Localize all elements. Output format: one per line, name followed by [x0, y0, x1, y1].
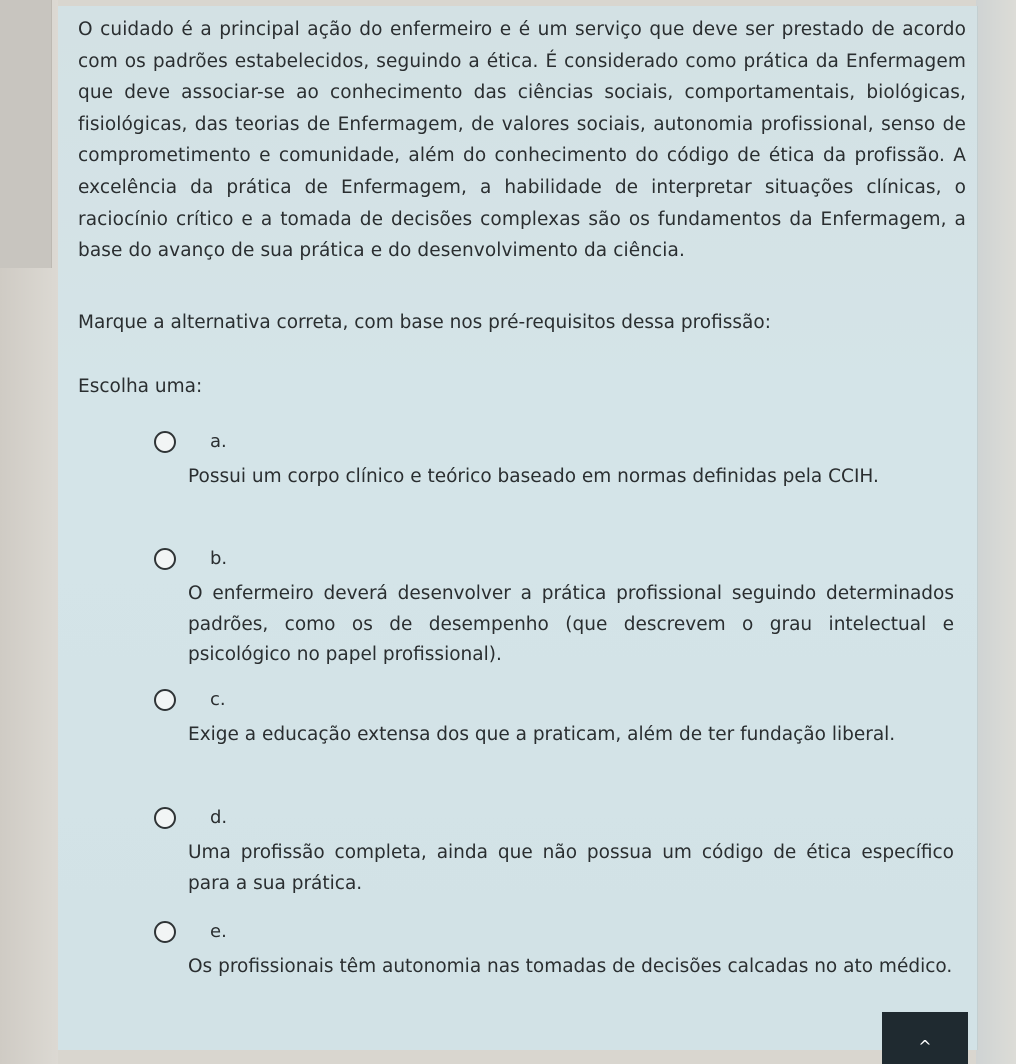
choose-label: Escolha uma:	[78, 376, 203, 397]
radio-a[interactable]	[154, 431, 176, 453]
option-letter: a.	[210, 431, 227, 452]
radio-c[interactable]	[154, 689, 176, 711]
option-text: Uma profissão completa, ainda que não possua um código de ética específico para a sua prática.	[188, 842, 954, 894]
radio-d[interactable]	[154, 807, 176, 829]
option-letter: c.	[210, 689, 226, 710]
option-letter: b.	[210, 548, 228, 569]
radio-b[interactable]	[154, 548, 176, 570]
right-margin	[976, 0, 1016, 1064]
scroll-to-top-button[interactable]	[882, 1012, 968, 1064]
question-card	[58, 6, 978, 1050]
chevron-up-icon: ^	[918, 1037, 932, 1056]
option-text: Exige a educação extensa dos que a praticam, além de ter fundação liberal.	[188, 724, 896, 745]
option-text: Os profissionais têm autonomia nas tomadas de decisões calcadas no ato médico.	[188, 956, 953, 977]
option-letter: d.	[210, 807, 228, 828]
option-text: Possui um corpo clínico e teórico baseado em normas definidas pela CCIH.	[188, 466, 879, 487]
left-margin	[0, 0, 58, 1064]
question-text: O cuidado é a principal ação do enfermeiro e é um serviço que deve ser prestado de acordo com os padrões estabelecidos, seguindo a ética. É considerado como prática da Enfermagem que deve associar-se ao conhecimento das ciências sociais, comportamentais, biológicas, fisiológicas, das teorias de Enfermagem, de valores sociais, autonomia profissional, senso de comprometimento e comunidade, além do conhecimento do código de ética da profissão. A excelência da prática de Enfermagem, a habilidade de interpretar situações clínicas, o raciocínio crítico e a tomada de decisões complexas são os fundamentos da Enfermagem, a base do avanço de sua prática e do desenvolvimento da ciência.	[78, 19, 966, 262]
option-text: O enfermeiro deverá desenvolver a prática profissional seguindo determinados padrões, como os de desempenho (que descrevem o grau intelectual e psicológico no papel profissional).	[188, 583, 954, 665]
radio-e[interactable]	[154, 921, 176, 943]
option-letter: e.	[210, 921, 227, 942]
question-prompt: Marque a alternativa correta, com base nos pré-requisitos dessa profissão:	[78, 312, 771, 333]
left-panel-edge	[0, 0, 52, 268]
